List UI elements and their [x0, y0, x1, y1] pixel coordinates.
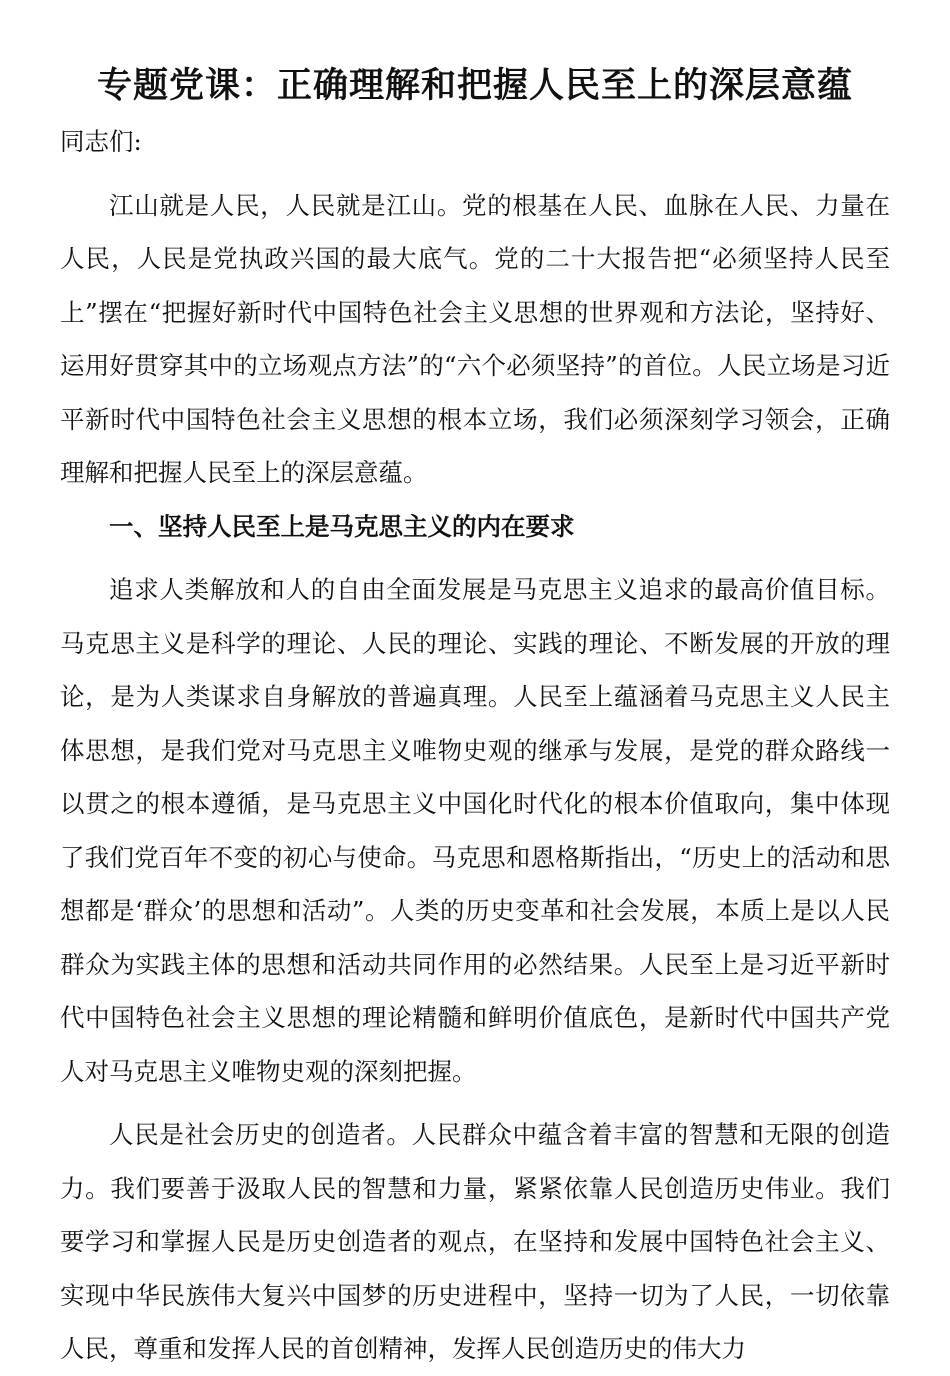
- document-body: [60, 115, 890, 1376]
- document-title: 专题党课：正确理解和把握人民至上的深层意蕴: [96, 65, 853, 106]
- section-heading-1: 一、坚持人民至上是马克思主义的内在要求: [109, 511, 575, 541]
- greeting: 同志们:: [60, 127, 142, 156]
- intro-paragraph: 江山就是人民，人民就是江山。党的根基在人民、血脉在人民、力量在人民，人民是党执政兴国的最大底气。党的二十大报告把“必须坚持人民至上”摆在“把握好新时代中国特色社会主义思想的世界观和方法论，坚持好、运用好贯穿其中的立场观点方法”的“六个必须坚持”的首位。人民立场是习近平新时代中国特色社会主义思想的根本立场，我们必须深刻学习领会，正确理解和把握人民至上的深层意蕴。: [60, 190, 890, 487]
- section1-paragraph-1: 追求人类解放和人的自由全面发展是马克思主义追求的最高价值目标。马克思主义是科学的理论、人民的理论、实践的理论、不断发展的开放的理论，是为人类谋求自身解放的普遍真理。人民至上蕴涵着马克思主义人民主体思想，是我们党对马克思主义唯物史观的继承与发展，是党的群众路线一以贯之的根本遵循，是马克思主义中国化时代化的根本价值取向，集中体现了我们党百年不变的初心与使命。马克思和恩格斯指出，“历史上的活动和思想都是‘群众’的思想和活动”。人类的历史变革和社会发展，本质上是以人民群众为实践主体的思想和活动共同作用的必然结果。人民至上是习近平新时代中国特色社会主义思想的理论精髓和鲜明价值底色，是新时代中国共产党人对马克思主义唯物史观的深刻把握。: [60, 575, 890, 1086]
- section1-paragraph-2: 人民是社会历史的创造者。人民群众中蕴含着丰富的智慧和无限的创造力。我们要善于汲取人民的智慧和力量，紧紧依靠人民创造历史伟业。我们要学习和掌握人民是历史创造者的观点，在坚持和发展中国特色社会主义、实现中华民族伟大复兴中国梦的历史进程中，坚持一切为了人民，一切依靠人民，尊重和发挥人民的首创精神，发挥人民创造历史的伟大力: [60, 1120, 890, 1363]
